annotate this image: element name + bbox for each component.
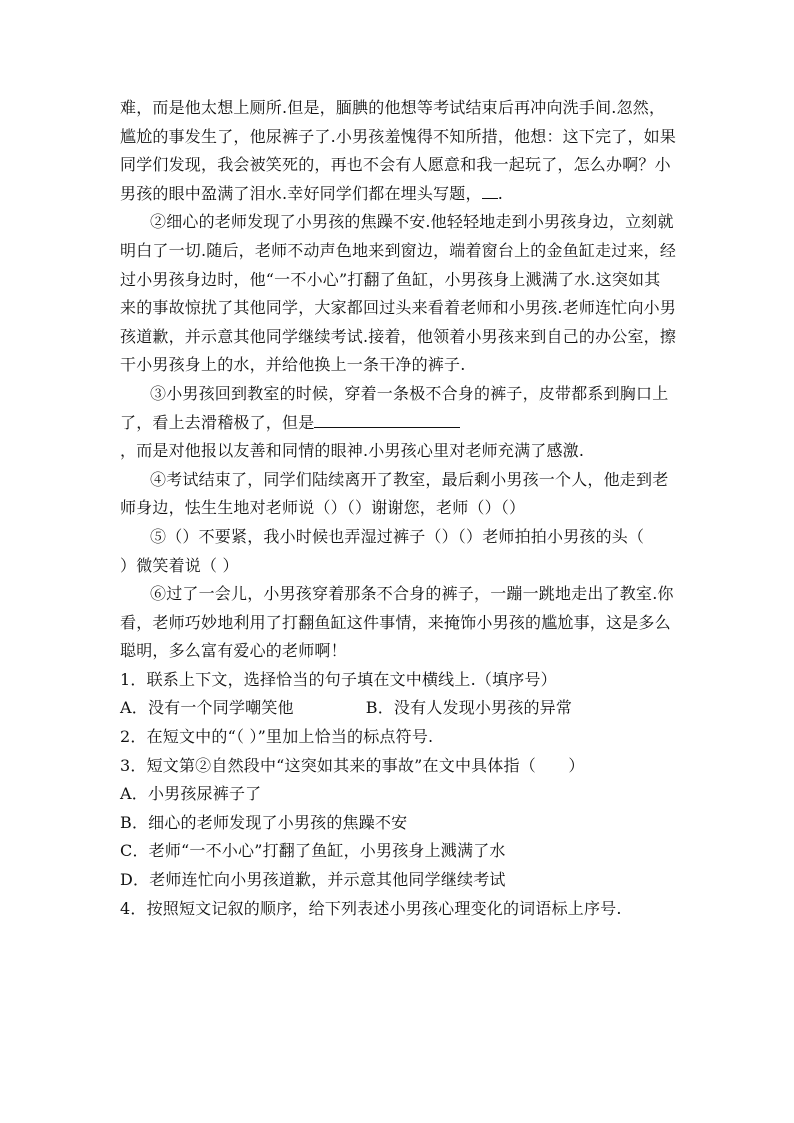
question-1-option-b: B．没有人发现小男孩的异常 xyxy=(365,698,573,718)
fill-blank-short xyxy=(482,184,498,199)
passage-line: ⑥过了一会儿，小男孩穿着那条不合身的裤子，一蹦一跳地走出了教室.你 xyxy=(150,584,674,604)
question-1-option-a: A．没有一个同学嘲笑他 xyxy=(120,698,294,718)
question-1: 1．联系上下文，选择恰当的句子填在文中横线上.（填序号） xyxy=(120,669,557,689)
passage-line: 聪明，多么富有爱心的老师啊！ xyxy=(120,641,347,661)
question-1-options xyxy=(120,694,680,723)
passage-line: ③小男孩回到教室的时候，穿着一条极不合身的裤子，皮带都系到胸口上 xyxy=(150,383,669,403)
passage-line-with-blank xyxy=(120,409,680,438)
question-4: 4．按照短文记叙的顺序，给下列表述小男孩心理变化的词语标上序号. xyxy=(120,898,622,918)
passage-line: ，而是对他报以友善和同情的眼神.小男孩心里对老师充满了感激. xyxy=(120,441,585,461)
passage-line: 来的事故惊扰了其他同学，大家都回过头来看着老师和小男孩.老师连忙向小男 xyxy=(120,298,677,318)
passage-line: ②细心的老师发现了小男孩的焦躁不安.他轻轻地走到小男孩身边，立刻就 xyxy=(150,212,674,232)
passage-line: 孩道歉，并示意其他同学继续考试.接着，他领着小男孩来到自己的办公室，擦 xyxy=(120,326,677,346)
passage-line: ④考试结束了，同学们陆续离开了教室，最后剩小男孩一个人，他走到老 xyxy=(150,469,669,489)
fill-blank-long xyxy=(314,411,460,428)
passage-line: 尴尬的事发生了，他尿裤子了.小男孩羞愧得不知所措，他想：这下完了，如果 xyxy=(120,126,677,146)
passage-line: 师身边，怯生生地对老师说（）（）谢谢您，老师（）（） xyxy=(120,498,526,518)
passage-text: 了，看上去滑稽极了，但是 xyxy=(120,412,315,432)
question-2: 2．在短文中的“（ ）”里加上恰当的标点符号. xyxy=(120,727,434,747)
passage-line: 干小男孩身上的水，并给他换上一条干净的裤子. xyxy=(120,355,466,375)
passage-line: 看，老师巧妙地利用了打翻鱼缸这件事情，来掩饰小男孩的尴尬事，这是多么 xyxy=(120,612,671,632)
passage-line-with-blank xyxy=(120,180,680,209)
passage-text: . xyxy=(497,183,503,203)
question-3-option-c: C．老师“一不小心”打翻了鱼缸，小男孩身上溅满了水 xyxy=(120,841,506,861)
question-3-option-b: B．细心的老师发现了小男孩的焦躁不安 xyxy=(120,812,408,832)
question-3: 3．短文第②自然段中“这突如其来的事故”在文中具体指（ ） xyxy=(120,755,585,775)
question-3-option-d: D．老师连忙向小男孩道歉，并示意其他同学继续考试 xyxy=(120,870,506,890)
passage-line: ）微笑着说（ ） xyxy=(120,555,239,575)
passage-line: 难，而是他太想上厕所.但是，腼腆的他想等考试结束后再冲向洗手间.忽然， xyxy=(120,98,666,117)
passage-text: 男孩的眼中盈满了泪水.幸好同学们都在埋头写题， xyxy=(120,183,482,203)
passage-line: ⑤（）不要紧，我小时候也弄湿过裤子（）（）老师拍拍小男孩的头（ xyxy=(150,526,645,546)
passage-line: 同学们发现，我会被笑死的，再也不会有人愿意和我一起玩了，怎么办啊？小 xyxy=(120,155,671,175)
question-3-option-a: A．小男孩尿裤子了 xyxy=(120,784,262,804)
passage-line: 明白了一切.随后，老师不动声色地来到窗边，端着窗台上的金鱼缸走过来，经 xyxy=(120,240,677,260)
passage-line: 过小男孩身边时，他“一不小心”打翻了鱼缸，小男孩身上溅满了水.这突如其 xyxy=(120,269,661,289)
document-page xyxy=(120,94,680,923)
